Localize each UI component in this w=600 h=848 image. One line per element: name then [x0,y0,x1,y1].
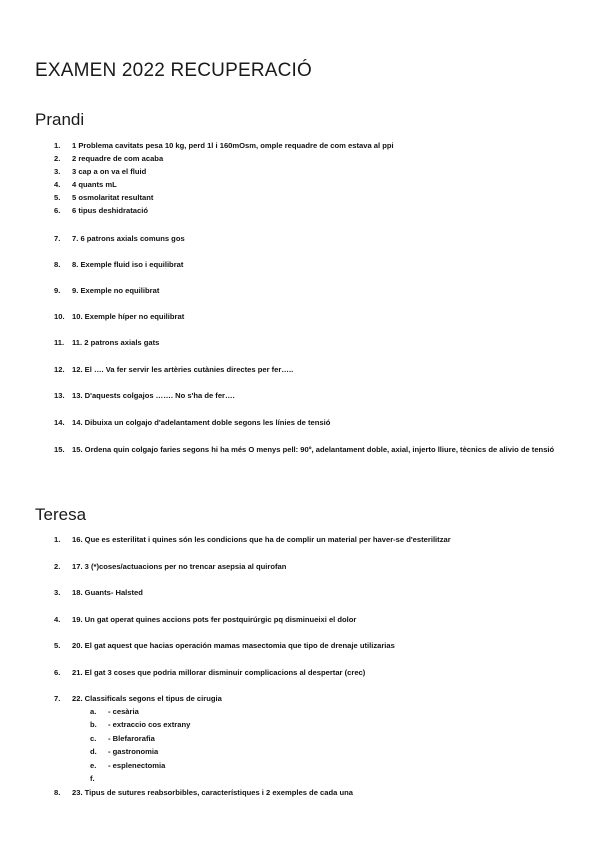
section-heading-teresa: Teresa [35,505,87,524]
section-heading-prandi: Prandi [35,110,85,129]
exam-title: EXAMEN 2022 RECUPERACIÓ [35,60,313,81]
document-page: EXAMEN 2022 RECUPERACIÓ Prandi 1. 1 Problema cavitats pesa 10 kg, perd 1l i 160mOsm, omple requadre de com estava al ppi 2. 2 requadre de com acaba 3. 3 cap a on va el fluid 4. 4 quants mL 5. 5 osmolaritat resultant 6. 6 tipus deshidratació 7. 7. 6 patrons axials comuns gos 8. 8. Exemple fluid iso i equilibrat 9. 9. Exemple no equilibrat 10. 10. Exemple híper no equilibrat 11. 11. 2 patrons axials gats 12. 12. El …. Va fer servir les artèries cutànies directes per fer….. 13. 13. D'aquests colgajos ……. No s'ha de fer…. 14. 14. Dibuixa un colgajo d'adelantament doble segons les línies de tensió 15. 15. Ordena quin colgajo faries segons hi ha més O menys pell: 90º, adelantament doble, axial, injerto lliure, tècnics de alivio de tensió Teresa 1. 16. Que es esterilitat i quines són les condicions que ha de complir un material per haver-se d'esterilitzar 2. 17. 3 (*)coses/actuacions per no trencar asepsia al quirofan 3. 18. Guants- Halsted 4. 19. Un gat operat quines accions pots fer postquirúrgic pq disminueixi el dolor 5. 20. El gat aquest que hacias operación mamas masectomia que tipo de drenaje utilizarias 6. 21. El gat 3 coses que podria millorar disminuir complicacions al despertar (crec) 7. 22. Classificals segons el tipus de cirugia 8. 23. Tipus de sutures reabsorbibles, característiques i 2 exemples de cada una a. - cesària b. - extraccio cos extrany c. - Blefarorafia d. - gastronomia e. - esplenectomia f. [35,60,555,797]
